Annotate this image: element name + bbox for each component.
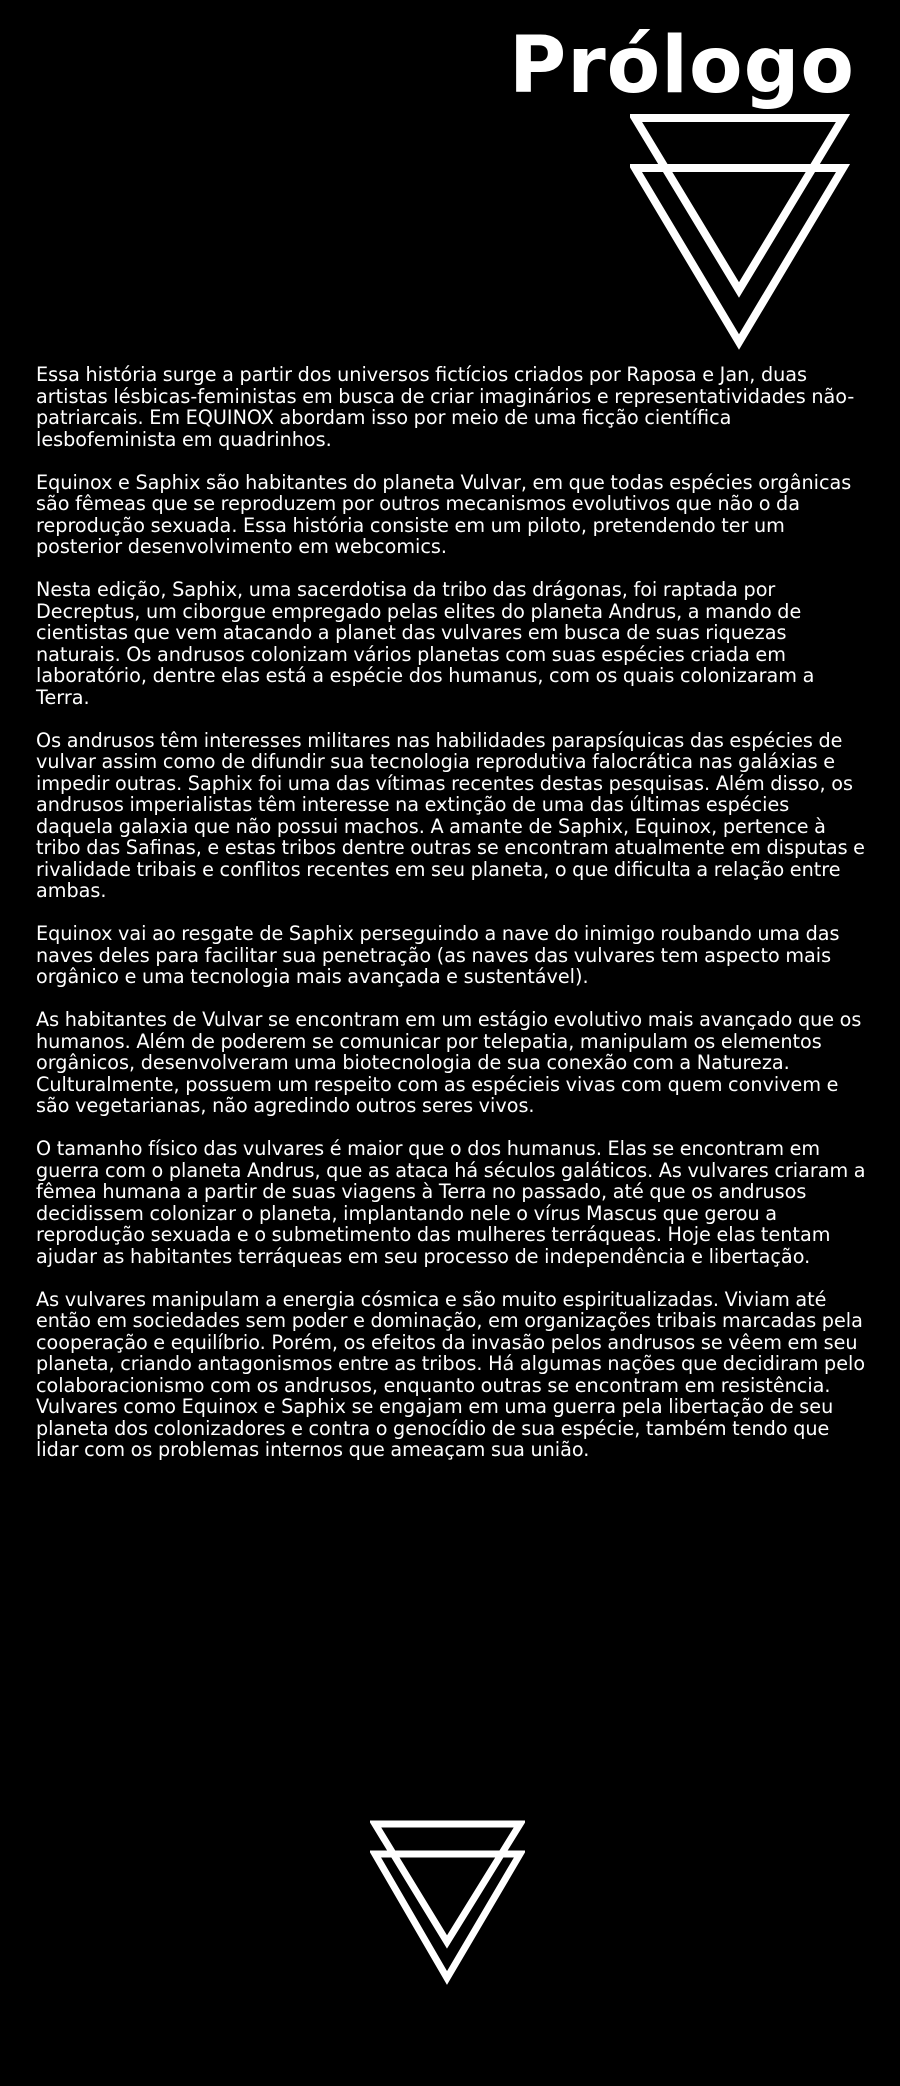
paragraph-war: O tamanho físico das vulvares é maior que o dos humanus. Elas se encontram em guerra com o planeta Andrus, que as ataca há séculos galáticos. As vulvares criaram a fêmea humana a partir de suas viagens à Terra no passado, até que os andrusos decidissem colonizar o planeta, implantando nele o vírus Mascus que gerou a reprodução sexuada e o submetimento das mulheres terráqueas. Hoje elas tentam ajudar as habitantes terráqueas em seu processo de independência e libertação.: [36, 1137, 866, 1268]
paragraph-andrusos: Os andrusos têm interesses militares nas habilidades parapsíquicas das espécies de vulvar assim como de difundir sua tecnologia reprodutiva falocrática nas galáxias e impedir outras. Saphix foi uma das vítimas recentes destas pesquisas. Além disso, os andrusos imperialistas têm interesse na extinção de uma das últimas espécies daquela galaxia que não possui machos. A amante de Saphix, Equinox, pertence à tribo das Safinas, e estas tribos dentre outras se encontram atualmente em disputas e rivalidade tribais e conflitos recentes em seu planeta, o que dificulta a relação entre ambas.: [36, 728, 865, 902]
page-title: Prólogo: [509, 21, 855, 111]
paragraph-vulvar-habitants: As habitantes de Vulvar se encontram em um estágio evolutivo mais avançado que os humanos. Além de poderem se comunicar por telepatia, manipulam os elementos orgânicos, desenvolveram uma biotecnologia de sua conexão com a Natureza. Culturalmente, possuem um respeito com as espécieis vivas com quem convivem e são vegetarianas, não agredindo outros seres vivos.: [36, 1008, 862, 1117]
double-triangle-icon: [370, 1818, 525, 1986]
paragraph-rescue: Equinox vai ao resgate de Saphix perseguindo a nave do inimigo roubando uma das naves deles para facilitar sua penetração (as naves das vulvares tem aspecto mais orgânico e uma tecnologia mais avançada e sustentável).: [36, 922, 840, 988]
paragraph-kidnapping: Nesta edição, Saphix, uma sacerdotisa da tribo das drágonas, foi raptada por Decreptus, um ciborgue empregado pelas elites do planeta Andrus, a mando de cientistas que vem atacando a planet das vulvares em busca de suas riquezas naturais. Os andrusos colonizam vários planetas com suas espécies criada em laboratório, dentre elas está a espécie dos humanus, com os quais colonizaram a Terra.: [36, 578, 815, 709]
paragraph-characters: Equinox e Saphix são habitantes do planeta Vulvar, em que todas espécies orgânicas são fêmeas que se reproduzem por outros mecanismos evolutivos que não o da reprodução sexuada. Essa história consiste em um piloto, pretendendo ter um posterior desenvolvimento em webcomics.: [36, 470, 852, 558]
paragraph-intro: Essa história surge a partir dos universos fictícios criados por Raposa e Jan, duas artistas lésbicas-feministas em busca de criar imaginários e representatividades não-patriarcais. Em EQUINOX abordam isso por meio de uma ficção científica lesbofeminista em quadrinhos.: [36, 363, 855, 451]
prologue-text: [36, 364, 866, 1482]
paragraph-spirituality: As vulvares manipulam a energia cósmica e são muito espiritualizadas. Viviam até então em sociedades sem poder e dominação, em organizações tribais marcadas pela cooperação e equilíbrio. Porém, os efeitos da invasão pelos andrusos se vêem em seu planeta, criando antagonismos entre as tribos. Há algumas nações que decidiram pelo colaboracionismo com os andrusos, enquanto outras se encontram em resistência. Vulvares como Equinox e Saphix se engajam em uma guerra pela libertação de seu planeta dos colonizadores e contra o genocídio de sua espécie, também tendo que lidar com os problemas internos que ameaçam sua união.: [36, 1287, 866, 1461]
double-triangle-icon: [630, 110, 850, 350]
